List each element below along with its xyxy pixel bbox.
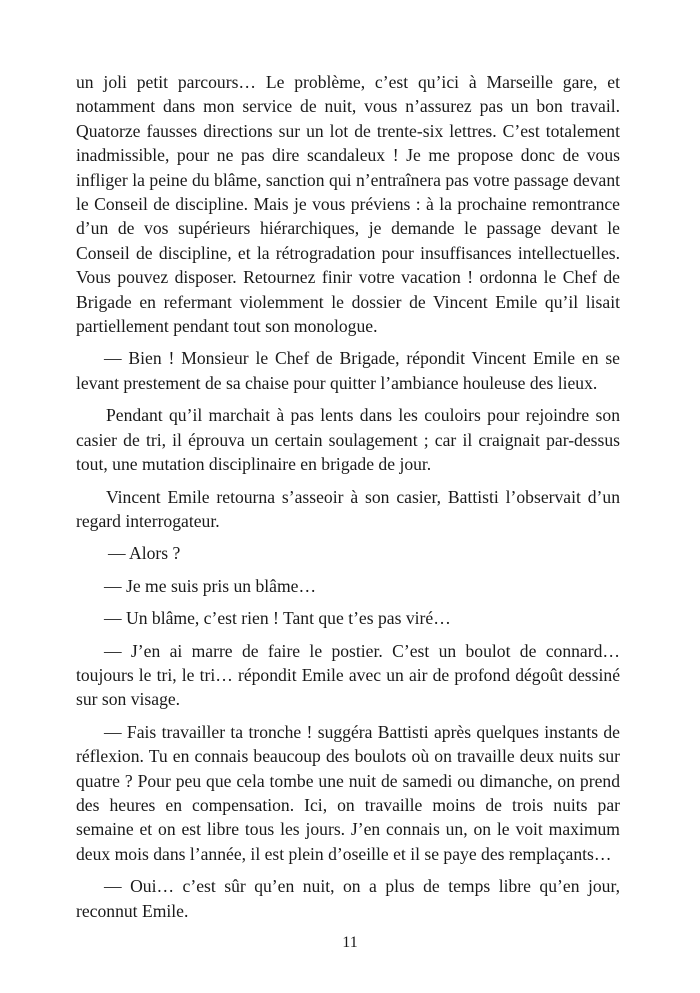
page-body [76,70,620,931]
paragraph-continuation: un joli petit parcours… Le problème, c’est qu’ici à Marseille gare, et notamment dans mon service de nuit, vous n’assurez pas un bon travail. Quatorze fausses directions sur un lot de trente-six lettres. C’est totalement inadmissible, pour ne pas dire scandaleux ! Je me propose donc de vous infliger la peine du blâme, sanction qui n’entraînera pas votre passage devant le Conseil de discipline. Mais je vous préviens : à la prochaine remontrance d’un de vos supérieurs hiérarchiques, je demande le passage devant le Conseil de discipline, et la rétrogradation pour insuffisances intellectuelles. Vous pouvez disposer. Retournez finir votre vacation ! ordonna le Chef de Brigade en refermant violemment le dossier de Vincent Emile qu’il lisait partiellement pendant tout son monologue. [76,72,620,337]
dialogue-paragraph: — Oui… c’est sûr qu’en nuit, on a plus de temps libre qu’en jour, reconnut Emile. [76,876,620,921]
dialogue-paragraph: — Alors ? [108,543,181,564]
dialogue-paragraph: — Fais travailler ta tronche ! suggéra Battisti après quelques instants de réflexion. Tu en connais beaucoup des boulots où on travaille deux nuits sur quatre ? Pour peu que cela tombe une nuit de samedi ou dimanche, on prend des heures en compensation. Ici, on travaille moins de trois nuits par semaine et on est libre tous les jours. J’en connais un, on le voit maximum deux mois dans l’année, il est plein d’oseille et il se paye des remplaçants… [76,721,620,864]
narrative-paragraph: Vincent Emile retourna s’asseoir à son casier, Battisti l’observait d’un regard interrogateur. [76,486,620,531]
dialogue-paragraph: — Je me suis pris un blâme… [104,575,317,596]
dialogue-paragraph: — Un blâme, c’est rien ! Tant que t’es pas viré… [104,608,451,629]
dialogue-paragraph: — J’en ai marre de faire le postier. C’est un boulot de connard… toujours le tri, le tri… répondit Emile avec un air de profond dégoût dessiné sur son visage. [76,640,620,710]
dialogue-paragraph: — Bien ! Monsieur le Chef de Brigade, répondit Vincent Emile en se levant prestement de sa chaise pour quitter l’ambiance houleuse des lieux. [76,348,620,393]
page-number: 11 [342,934,358,951]
narrative-paragraph: Pendant qu’il marchait à pas lents dans les couloirs pour rejoindre son casier de tri, il éprouva un certain soulagement ; car il craignait par-dessus tout, une mutation disciplinaire en brigade de jour. [76,405,620,475]
